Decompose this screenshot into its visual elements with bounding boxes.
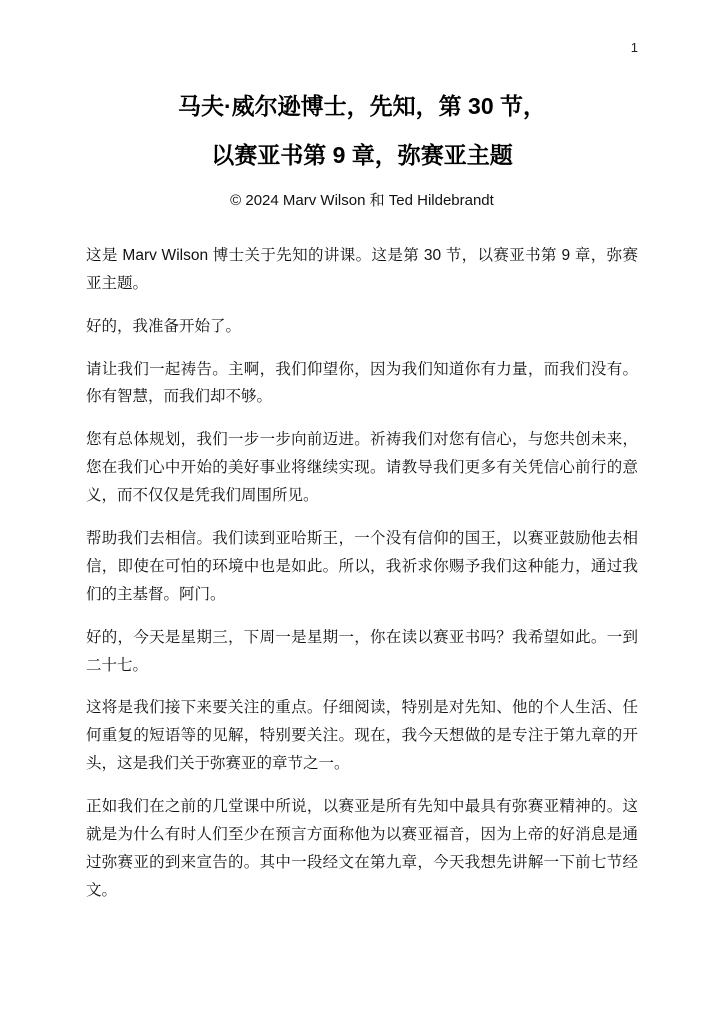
page-number: 1 [630,40,638,55]
paragraph: 请让我们一起祷告。主啊，我们仰望你，因为我们知道你有力量，而我们没有。你有智慧，而我们却不够。 [86,360,638,406]
transcript-body [86,242,638,905]
paragraph: 您有总体规划，我们一步一步向前迈进。祈祷我们对您有信心，与您共创未来，您在我们心中开始的美好事业将继续实现。请教导我们更多有关凭信心前行的意义，而不仅仅是凭我们周围所见。 [86,431,638,505]
document-title-line2: 以赛亚书第 9 章，弥赛亚主题 [211,142,513,169]
document-title [86,82,638,181]
paragraph: 好的，今天是星期三，下周一是星期一，你在读以赛亚书吗？我希望如此。一到二十七。 [86,628,638,674]
paragraph: 帮助我们去相信。我们读到亚哈斯王，一个没有信仰的国王，以赛亚鼓励他去相信，即使在可怕的环境中也是如此。所以，我祈求你赐予我们这种能力，通过我们的主基督。阿门。 [86,530,638,603]
paragraph: 好的，我准备开始了。 [86,317,242,335]
document-title-line1: 马夫·威尔逊博士，先知，第 30 节， [177,93,547,119]
paragraph: 正如我们在之前的几堂课中所说，以赛亚是所有先知中最具有弥赛亚精神的。这就是为什么有时人们至少在预言方面称他为以赛亚福音，因为上帝的好消息是通过弥赛亚的到来宣告的。其中一段经文在第九章，今天我想先讲解一下前七节经文。 [86,798,638,899]
paragraph: 这是 Marv Wilson 博士关于先知的讲课。这是第 30 节，以赛亚书第 9 章，弥赛亚主题。 [86,246,638,292]
copyright-line: © 2024 Marv Wilson 和 Ted Hildebrandt [230,191,494,209]
paragraph: 这将是我们接下来要关注的重点。仔细阅读，特别是对先知、他的个人生活、任何重复的短语等的见解，特别要关注。现在，我今天想做的是专注于第九章的开头，这是我们关于弥赛亚的章节之一。 [86,699,638,773]
